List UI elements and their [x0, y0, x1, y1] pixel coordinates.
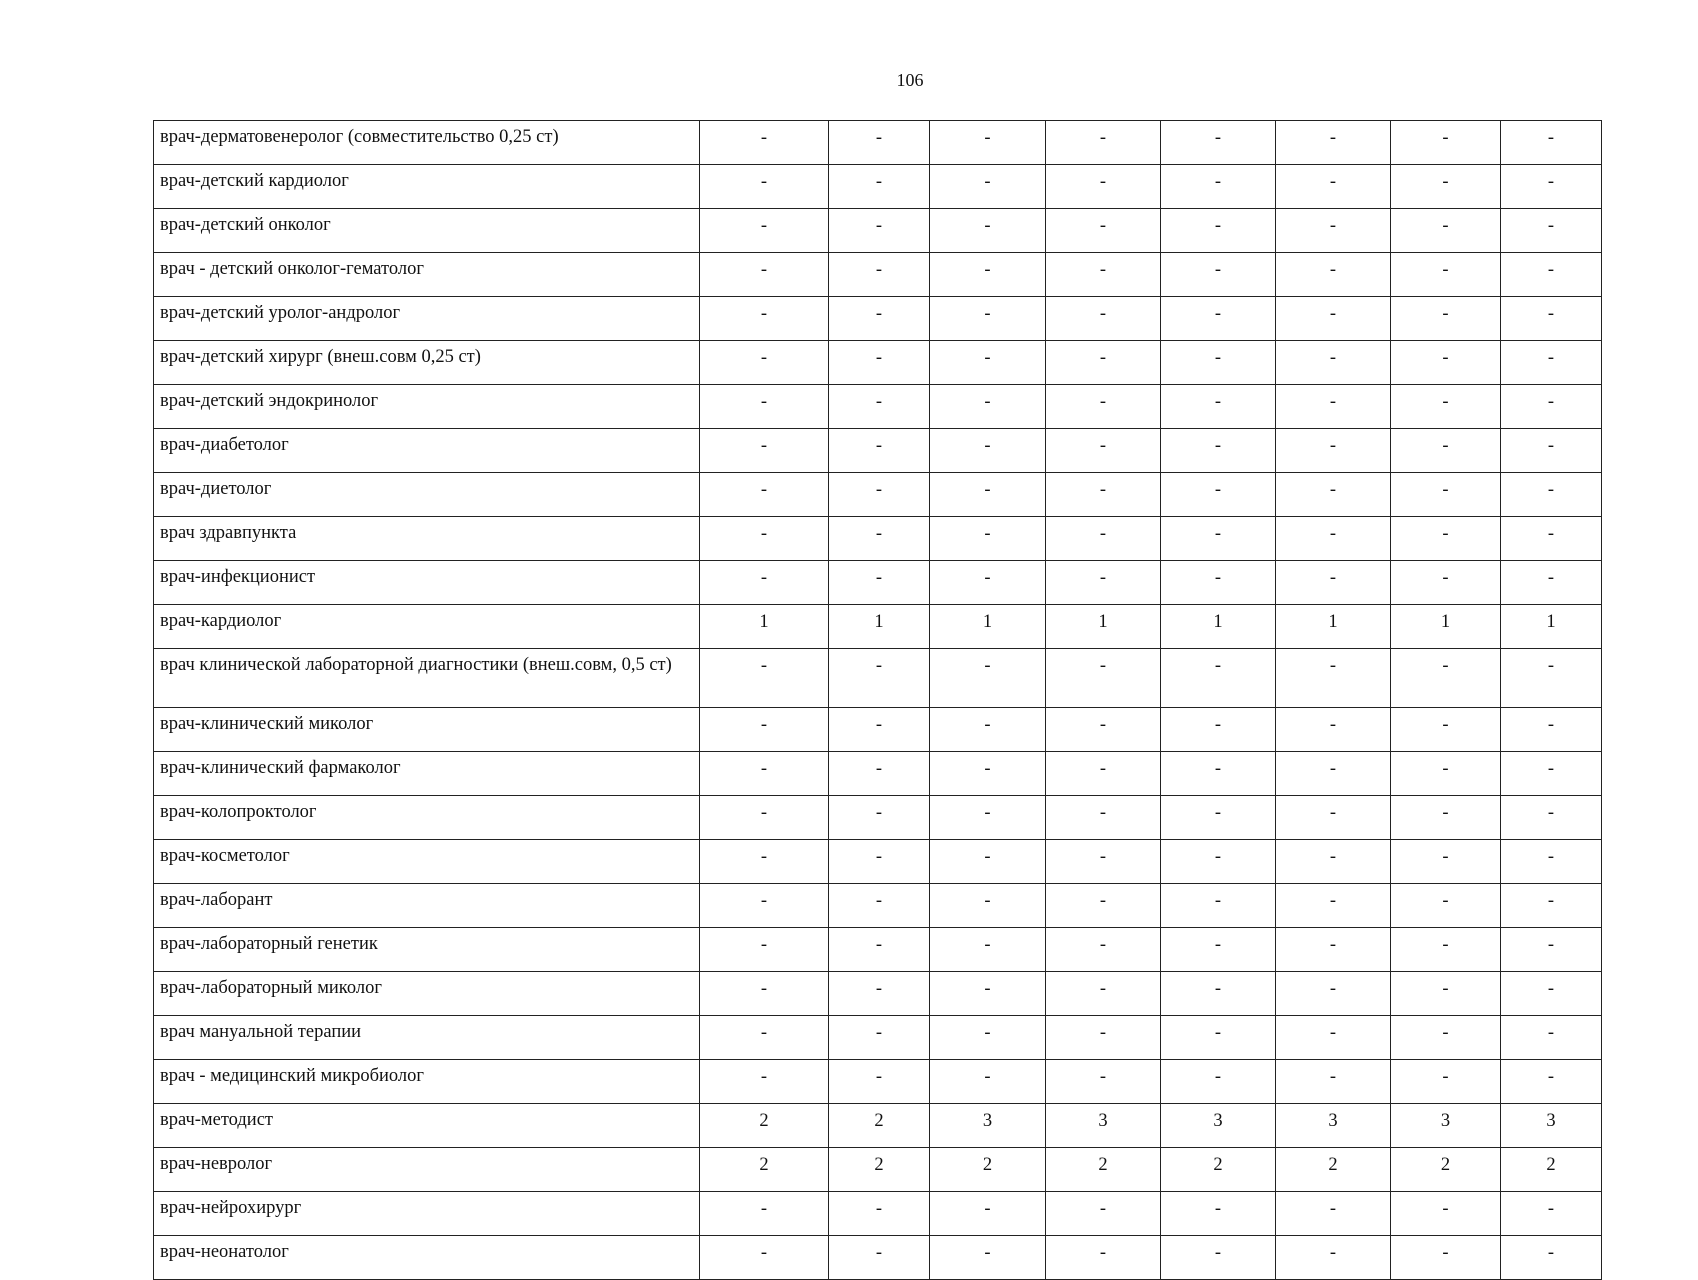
- value-cell: -: [930, 253, 1046, 297]
- position-name-cell: врач-кардиолог: [154, 605, 700, 649]
- value-cell: -: [700, 165, 829, 209]
- value-cell: -: [1501, 121, 1602, 165]
- value-cell: 2: [1046, 1148, 1161, 1192]
- value-cell: -: [829, 796, 930, 840]
- value-cell: -: [700, 429, 829, 473]
- value-cell: -: [1501, 385, 1602, 429]
- value-cell: -: [1161, 121, 1276, 165]
- value-cell: -: [829, 928, 930, 972]
- value-cell: -: [1161, 884, 1276, 928]
- value-cell: -: [930, 1016, 1046, 1060]
- value-cell: -: [829, 752, 930, 796]
- table-row: [154, 928, 1602, 972]
- table-row: [154, 1060, 1602, 1104]
- value-cell: -: [1046, 752, 1161, 796]
- value-cell: -: [829, 649, 930, 708]
- value-cell: -: [1501, 840, 1602, 884]
- value-cell: -: [1391, 649, 1501, 708]
- value-cell: -: [1161, 561, 1276, 605]
- table-row: [154, 473, 1602, 517]
- value-cell: -: [1046, 972, 1161, 1016]
- value-cell: -: [1276, 209, 1391, 253]
- value-cell: -: [1501, 708, 1602, 752]
- table-row: [154, 708, 1602, 752]
- value-cell: -: [1161, 649, 1276, 708]
- value-cell: -: [1276, 840, 1391, 884]
- value-cell: -: [930, 121, 1046, 165]
- value-cell: 1: [829, 605, 930, 649]
- value-cell: -: [1161, 1016, 1276, 1060]
- value-cell: -: [829, 1016, 930, 1060]
- value-cell: 1: [930, 605, 1046, 649]
- value-cell: -: [829, 517, 930, 561]
- value-cell: -: [700, 517, 829, 561]
- value-cell: -: [1391, 972, 1501, 1016]
- value-cell: -: [1276, 1060, 1391, 1104]
- value-cell: 2: [1391, 1148, 1501, 1192]
- table-row: [154, 297, 1602, 341]
- position-name-cell: врач-детский кардиолог: [154, 165, 700, 209]
- value-cell: -: [1501, 517, 1602, 561]
- position-name-cell: врач-детский онколог: [154, 209, 700, 253]
- value-cell: -: [1276, 165, 1391, 209]
- value-cell: -: [700, 649, 829, 708]
- value-cell: -: [1276, 884, 1391, 928]
- value-cell: 2: [700, 1148, 829, 1192]
- value-cell: -: [1276, 708, 1391, 752]
- value-cell: -: [1046, 473, 1161, 517]
- value-cell: -: [1501, 796, 1602, 840]
- value-cell: -: [1161, 708, 1276, 752]
- value-cell: -: [930, 649, 1046, 708]
- value-cell: -: [1276, 1016, 1391, 1060]
- value-cell: -: [1391, 165, 1501, 209]
- value-cell: -: [829, 561, 930, 605]
- value-cell: -: [1501, 928, 1602, 972]
- position-name-cell: врач-неонатолог: [154, 1236, 700, 1280]
- value-cell: -: [930, 972, 1046, 1016]
- value-cell: -: [1501, 341, 1602, 385]
- value-cell: -: [930, 341, 1046, 385]
- position-name-cell: врач-лабораторный генетик: [154, 928, 700, 972]
- value-cell: -: [1161, 972, 1276, 1016]
- value-cell: -: [700, 385, 829, 429]
- value-cell: -: [930, 752, 1046, 796]
- value-cell: 3: [1161, 1104, 1276, 1148]
- value-cell: 1: [1161, 605, 1276, 649]
- value-cell: -: [1501, 972, 1602, 1016]
- value-cell: -: [1276, 1236, 1391, 1280]
- value-cell: 2: [829, 1148, 930, 1192]
- value-cell: -: [700, 253, 829, 297]
- value-cell: 1: [700, 605, 829, 649]
- value-cell: -: [1046, 796, 1161, 840]
- value-cell: -: [1046, 708, 1161, 752]
- value-cell: -: [1501, 1192, 1602, 1236]
- value-cell: -: [700, 1192, 829, 1236]
- value-cell: -: [930, 473, 1046, 517]
- value-cell: -: [1046, 840, 1161, 884]
- value-cell: -: [1391, 796, 1501, 840]
- value-cell: 2: [1501, 1148, 1602, 1192]
- value-cell: -: [1276, 752, 1391, 796]
- position-name-cell: врач-инфекционист: [154, 561, 700, 605]
- value-cell: -: [1046, 884, 1161, 928]
- value-cell: -: [700, 209, 829, 253]
- staffing-table: [153, 120, 1602, 1280]
- value-cell: -: [700, 297, 829, 341]
- table-row: [154, 1192, 1602, 1236]
- table-row: [154, 605, 1602, 649]
- value-cell: -: [1046, 341, 1161, 385]
- value-cell: -: [1501, 297, 1602, 341]
- value-cell: -: [1391, 297, 1501, 341]
- table-row: [154, 752, 1602, 796]
- position-name-cell: врач-детский хирург (внеш.совм 0,25 ст): [154, 341, 700, 385]
- value-cell: -: [1501, 1016, 1602, 1060]
- table-row: [154, 796, 1602, 840]
- table-row: [154, 1148, 1602, 1192]
- position-name-cell: врач-клинический фармаколог: [154, 752, 700, 796]
- value-cell: -: [1161, 165, 1276, 209]
- page-number: 106: [896, 70, 924, 90]
- value-cell: -: [1161, 1236, 1276, 1280]
- position-name-cell: врач - медицинский микробиолог: [154, 1060, 700, 1104]
- position-name-cell: врач-диетолог: [154, 473, 700, 517]
- value-cell: -: [1161, 473, 1276, 517]
- value-cell: -: [1046, 1192, 1161, 1236]
- value-cell: -: [1501, 473, 1602, 517]
- value-cell: -: [1501, 209, 1602, 253]
- value-cell: -: [700, 840, 829, 884]
- value-cell: -: [1276, 297, 1391, 341]
- value-cell: -: [1501, 884, 1602, 928]
- value-cell: -: [930, 1236, 1046, 1280]
- value-cell: -: [1501, 429, 1602, 473]
- value-cell: -: [1391, 1236, 1501, 1280]
- table-row: [154, 121, 1602, 165]
- value-cell: -: [1046, 1016, 1161, 1060]
- value-cell: -: [930, 796, 1046, 840]
- value-cell: -: [829, 708, 930, 752]
- value-cell: -: [1161, 517, 1276, 561]
- value-cell: -: [930, 1192, 1046, 1236]
- value-cell: -: [1161, 1060, 1276, 1104]
- value-cell: 3: [1501, 1104, 1602, 1148]
- value-cell: -: [1046, 649, 1161, 708]
- value-cell: -: [829, 341, 930, 385]
- value-cell: -: [700, 972, 829, 1016]
- value-cell: -: [1046, 165, 1161, 209]
- value-cell: -: [1501, 1236, 1602, 1280]
- value-cell: -: [930, 517, 1046, 561]
- value-cell: -: [1161, 341, 1276, 385]
- value-cell: 1: [1046, 605, 1161, 649]
- value-cell: -: [700, 928, 829, 972]
- value-cell: 2: [700, 1104, 829, 1148]
- value-cell: -: [700, 341, 829, 385]
- position-name-cell: врач-диабетолог: [154, 429, 700, 473]
- value-cell: -: [1046, 253, 1161, 297]
- value-cell: -: [829, 1192, 930, 1236]
- value-cell: 2: [1161, 1148, 1276, 1192]
- value-cell: -: [1046, 1060, 1161, 1104]
- value-cell: 3: [1276, 1104, 1391, 1148]
- value-cell: -: [1391, 840, 1501, 884]
- position-name-cell: врач-невролог: [154, 1148, 700, 1192]
- table-row: [154, 517, 1602, 561]
- position-name-cell: врач-дерматовенеролог (совместительство 0,25 ст): [154, 121, 700, 165]
- value-cell: -: [1276, 561, 1391, 605]
- value-cell: -: [930, 1060, 1046, 1104]
- table-row: [154, 341, 1602, 385]
- value-cell: -: [1046, 121, 1161, 165]
- value-cell: -: [1161, 297, 1276, 341]
- position-name-cell: врач-лабораторный миколог: [154, 972, 700, 1016]
- value-cell: -: [1046, 429, 1161, 473]
- value-cell: -: [700, 1060, 829, 1104]
- position-name-cell: врач мануальной терапии: [154, 1016, 700, 1060]
- value-cell: -: [1391, 385, 1501, 429]
- value-cell: -: [829, 121, 930, 165]
- value-cell: -: [930, 708, 1046, 752]
- position-name-cell: врач-косметолог: [154, 840, 700, 884]
- value-cell: -: [1046, 517, 1161, 561]
- value-cell: 2: [829, 1104, 930, 1148]
- value-cell: 3: [1046, 1104, 1161, 1148]
- value-cell: -: [1046, 1236, 1161, 1280]
- value-cell: -: [1391, 884, 1501, 928]
- value-cell: -: [1046, 928, 1161, 972]
- value-cell: 3: [1391, 1104, 1501, 1148]
- value-cell: -: [1501, 253, 1602, 297]
- value-cell: -: [1161, 429, 1276, 473]
- value-cell: -: [1046, 297, 1161, 341]
- value-cell: -: [1501, 752, 1602, 796]
- value-cell: 3: [930, 1104, 1046, 1148]
- table-row: [154, 972, 1602, 1016]
- value-cell: -: [1161, 840, 1276, 884]
- value-cell: -: [1501, 561, 1602, 605]
- value-cell: -: [930, 429, 1046, 473]
- value-cell: -: [1276, 649, 1391, 708]
- value-cell: -: [1276, 341, 1391, 385]
- value-cell: -: [1391, 1016, 1501, 1060]
- value-cell: 1: [1391, 605, 1501, 649]
- table-row: [154, 165, 1602, 209]
- value-cell: -: [1276, 121, 1391, 165]
- value-cell: -: [930, 385, 1046, 429]
- value-cell: -: [829, 385, 930, 429]
- value-cell: -: [1391, 517, 1501, 561]
- position-name-cell: врач-детский уролог-андролог: [154, 297, 700, 341]
- position-name-cell: врач-лаборант: [154, 884, 700, 928]
- value-cell: -: [829, 297, 930, 341]
- value-cell: -: [1391, 341, 1501, 385]
- value-cell: -: [700, 473, 829, 517]
- value-cell: -: [930, 297, 1046, 341]
- position-name-cell: врач здравпункта: [154, 517, 700, 561]
- table-row: [154, 1016, 1602, 1060]
- position-name-cell: врач-колопроктолог: [154, 796, 700, 840]
- value-cell: -: [829, 1060, 930, 1104]
- value-cell: -: [1161, 253, 1276, 297]
- table-row: [154, 649, 1602, 708]
- value-cell: -: [1391, 1192, 1501, 1236]
- value-cell: -: [700, 708, 829, 752]
- value-cell: -: [1276, 517, 1391, 561]
- position-name-cell: врач клинической лабораторной диагностики (внеш.совм, 0,5 ст): [154, 649, 700, 708]
- value-cell: 1: [1501, 605, 1602, 649]
- table-row: [154, 385, 1602, 429]
- value-cell: -: [1161, 209, 1276, 253]
- position-name-cell: врач-клинический миколог: [154, 708, 700, 752]
- value-cell: 2: [1276, 1148, 1391, 1192]
- value-cell: -: [829, 165, 930, 209]
- value-cell: -: [1391, 1060, 1501, 1104]
- value-cell: -: [1046, 561, 1161, 605]
- value-cell: -: [829, 209, 930, 253]
- value-cell: -: [700, 752, 829, 796]
- value-cell: -: [1391, 708, 1501, 752]
- value-cell: -: [1276, 1192, 1391, 1236]
- value-cell: -: [1276, 972, 1391, 1016]
- value-cell: -: [829, 840, 930, 884]
- value-cell: -: [1276, 796, 1391, 840]
- value-cell: -: [930, 928, 1046, 972]
- table-row: [154, 561, 1602, 605]
- value-cell: -: [1391, 561, 1501, 605]
- table-row: [154, 209, 1602, 253]
- value-cell: -: [700, 796, 829, 840]
- value-cell: -: [930, 840, 1046, 884]
- value-cell: -: [1276, 253, 1391, 297]
- value-cell: -: [1161, 796, 1276, 840]
- value-cell: -: [1391, 752, 1501, 796]
- value-cell: -: [829, 429, 930, 473]
- value-cell: -: [700, 1236, 829, 1280]
- value-cell: -: [700, 884, 829, 928]
- value-cell: -: [1391, 928, 1501, 972]
- table-row: [154, 1236, 1602, 1280]
- value-cell: -: [1391, 429, 1501, 473]
- value-cell: -: [700, 561, 829, 605]
- value-cell: -: [930, 165, 1046, 209]
- value-cell: -: [930, 209, 1046, 253]
- value-cell: -: [700, 1016, 829, 1060]
- value-cell: -: [829, 473, 930, 517]
- value-cell: -: [1046, 385, 1161, 429]
- position-name-cell: врач-детский эндокринолог: [154, 385, 700, 429]
- position-name-cell: врач - детский онколог-гематолог: [154, 253, 700, 297]
- table-row: [154, 429, 1602, 473]
- value-cell: -: [829, 253, 930, 297]
- value-cell: -: [1391, 253, 1501, 297]
- table-row: [154, 840, 1602, 884]
- value-cell: -: [1161, 1192, 1276, 1236]
- value-cell: -: [1161, 928, 1276, 972]
- value-cell: -: [1391, 209, 1501, 253]
- value-cell: -: [1276, 429, 1391, 473]
- value-cell: -: [700, 121, 829, 165]
- value-cell: -: [1276, 473, 1391, 517]
- table-row: [154, 253, 1602, 297]
- value-cell: -: [1501, 165, 1602, 209]
- value-cell: -: [829, 1236, 930, 1280]
- value-cell: -: [1161, 752, 1276, 796]
- value-cell: -: [1501, 649, 1602, 708]
- value-cell: -: [829, 884, 930, 928]
- value-cell: 2: [930, 1148, 1046, 1192]
- value-cell: -: [829, 972, 930, 1016]
- table-row: [154, 1104, 1602, 1148]
- value-cell: -: [1391, 121, 1501, 165]
- value-cell: -: [930, 884, 1046, 928]
- value-cell: -: [1046, 209, 1161, 253]
- table-row: [154, 884, 1602, 928]
- position-name-cell: врач-методист: [154, 1104, 700, 1148]
- position-name-cell: врач-нейрохирург: [154, 1192, 700, 1236]
- value-cell: 1: [1276, 605, 1391, 649]
- value-cell: -: [930, 561, 1046, 605]
- value-cell: -: [1501, 1060, 1602, 1104]
- value-cell: -: [1161, 385, 1276, 429]
- value-cell: -: [1276, 385, 1391, 429]
- value-cell: -: [1276, 928, 1391, 972]
- value-cell: -: [1391, 473, 1501, 517]
